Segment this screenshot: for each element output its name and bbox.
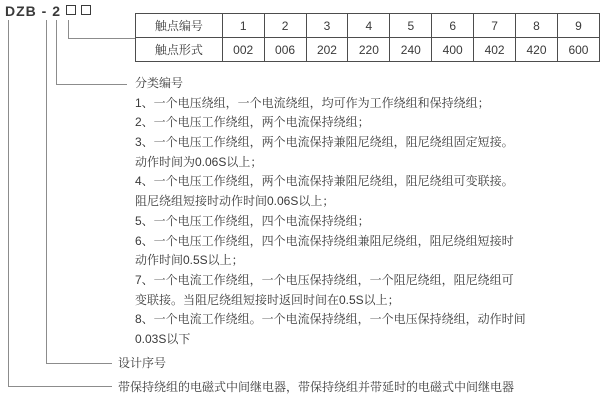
table-cell: 002 <box>222 38 264 62</box>
classification-line: 动作时间为0.06S以上； <box>135 154 263 169</box>
table-cell: 402 <box>474 38 516 62</box>
classification-line: 阻尼绕组短接时动作时间0.06S以上； <box>135 194 335 209</box>
table-cell: 2 <box>264 14 306 38</box>
classification-line: 2、一个电压工作绕组，两个电流保持绕组； <box>135 115 370 130</box>
table-cell: 006 <box>264 38 306 62</box>
table-cell: 8 <box>516 14 558 38</box>
row-label-cell: 触点形式 <box>136 38 223 62</box>
connector-vertical-series-letter <box>8 20 9 386</box>
table-cell: 400 <box>432 38 474 62</box>
classification-line: 4、一个电压工作绕组，两个电流保持兼阻尼绕组，阻尼绕组可变联接。 <box>135 174 514 189</box>
contact-number-row <box>136 14 600 38</box>
connector-vertical-classification <box>56 20 57 84</box>
table-cell: 420 <box>516 38 558 62</box>
classification-line: 7、一个电流工作绕组，一个电压保持绕组，一个阻尼绕组，阻尼绕组可 <box>135 272 514 287</box>
table-cell: 202 <box>306 38 348 62</box>
table-cell: 5 <box>390 14 432 38</box>
connector-horizontal-relay-description <box>8 386 112 387</box>
classification-line: 5、一个电压工作绕组，四个电流保持绕组； <box>135 213 370 228</box>
row-label-cell: 触点编号 <box>136 14 223 38</box>
relay-description-label: 带保持绕组的电磁式中间继电器，带保持绕组并带延时的电磁式中间继电器 <box>118 380 515 394</box>
classification-line: 8、一个电流工作绕组。一个电流保持绕组，一个电压保持绕组，动作时间 <box>135 312 526 327</box>
table-cell: 7 <box>474 14 516 38</box>
table-cell: 220 <box>348 38 390 62</box>
model-code-text: DZB - 2 <box>5 3 61 19</box>
connector-horizontal-contact-form <box>68 38 135 39</box>
classification-line: 变联接。当阻尼绕组短接时返回时间在0.5S以上； <box>135 292 400 307</box>
model-code <box>5 3 91 19</box>
digit-placeholder-box-1 <box>66 5 76 15</box>
connector-vertical-contact-form <box>68 20 69 39</box>
connector-horizontal-design-serial <box>46 363 112 364</box>
classification-block <box>135 74 597 350</box>
classification-items <box>135 94 597 350</box>
connector-horizontal-classification <box>56 84 127 85</box>
table-cell: 1 <box>222 14 264 38</box>
design-serial-label: 设计序号 <box>118 356 167 370</box>
table-cell: 6 <box>432 14 474 38</box>
classification-line: 3、一个电压工作绕组，两个电流保持兼阻尼绕组，阻尼绕组固定短接。 <box>135 135 514 150</box>
classification-line: 0.03S以下 <box>135 331 191 346</box>
table-cell: 240 <box>390 38 432 62</box>
table-cell: 9 <box>557 14 599 38</box>
table-cell: 4 <box>348 14 390 38</box>
classification-line: 6、一个电压工作绕组，四个电流保持绕组兼阻尼绕组，阻尼绕组短接时 <box>135 233 514 248</box>
classification-line: 动作时间0.5S以上； <box>135 253 244 268</box>
contact-form-row <box>136 38 600 62</box>
classification-line: 1、一个电压绕组，一个电流绕组，均可作为工作绕组和保持绕组； <box>135 95 490 110</box>
table-cell: 600 <box>557 38 599 62</box>
classification-heading: 分类编号 <box>135 76 184 90</box>
table-cell: 3 <box>306 14 348 38</box>
contact-form-table <box>135 13 600 62</box>
digit-placeholder-box-2 <box>81 5 91 15</box>
connector-vertical-design-serial <box>46 20 47 363</box>
